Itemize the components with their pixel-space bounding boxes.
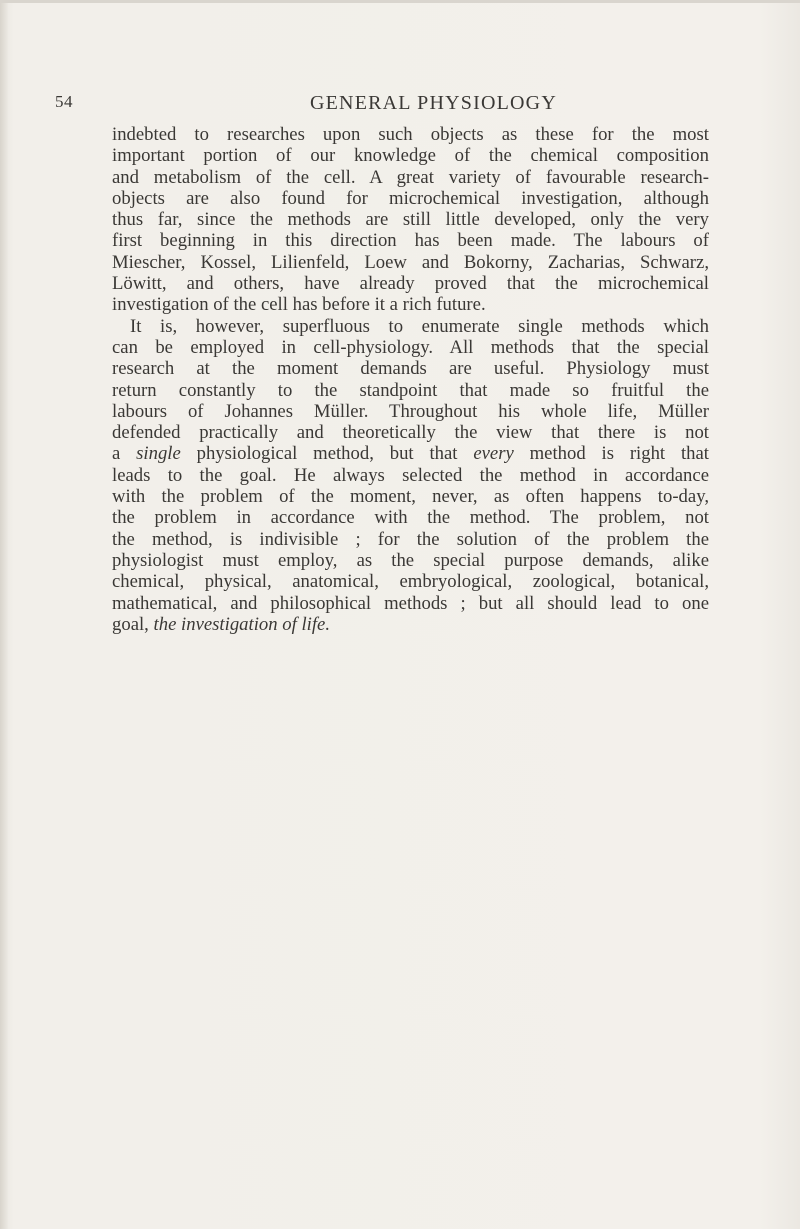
text-line: a single physiological method, but that every method is right that xyxy=(112,443,709,465)
page-number: 54 xyxy=(55,92,73,111)
text-line: can be employed in cell-physiology. All methods that the special xyxy=(112,336,709,358)
text-line: It is, however, superfluous to enumerate single methods which xyxy=(130,315,709,337)
text-line: the method, is indivisible ; for the solution of the problem the xyxy=(112,528,709,550)
text-line: leads to the goal. He always selected the method in accordance xyxy=(112,464,709,486)
text-line: with the problem of the moment, never, as often happens to-day, xyxy=(112,486,709,508)
page-binding-edge xyxy=(0,0,8,1229)
text-line: Löwitt, and others, have already proved that the microchemical xyxy=(112,273,709,295)
text-line: the problem in accordance with the method. The problem, not xyxy=(112,507,709,529)
text-line: mathematical, and philosophical methods ; but all should lead to one xyxy=(112,592,709,614)
text-line: and metabolism of the cell. A great variety of favourable research- xyxy=(112,166,709,188)
italic-emphasis: single xyxy=(136,443,181,465)
body-text xyxy=(112,124,709,635)
text-line: thus far, since the methods are still little developed, only the very xyxy=(112,209,709,231)
text-line: chemical, physical, anatomical, embryological, zoological, botanical, xyxy=(112,571,709,593)
italic-emphasis: every xyxy=(473,443,514,465)
text-line: defended practically and theoretically the view that there is not xyxy=(112,422,709,444)
text-line: investigation of the cell has before it a rich future. xyxy=(112,294,486,316)
text-line: labours of Johannes Müller. Throughout his whole life, Müller xyxy=(112,400,709,422)
text-line: return constantly to the standpoint that made so fruitful the xyxy=(112,379,709,401)
text-line: objects are also found for microchemical investigation, although xyxy=(112,187,709,209)
text-line: research at the moment demands are useful. Physiology must xyxy=(112,358,709,380)
text-line: Miescher, Kossel, Lilienfeld, Loew and Bokorny, Zacharias, Schwarz, xyxy=(112,251,709,273)
text-line: goal, the investigation of life. xyxy=(112,613,330,635)
italic-emphasis: the investigation of life. xyxy=(153,613,330,635)
text-line: first beginning in this direction has been made. The labours of xyxy=(112,230,709,252)
text-line: physiologist must employ, as the special purpose demands, alike xyxy=(112,549,709,571)
running-head xyxy=(0,92,800,116)
running-title: GENERAL PHYSIOLOGY xyxy=(310,92,557,114)
text-line: indebted to researches upon such objects as these for the most xyxy=(112,124,709,145)
text-line: important portion of our knowledge of the chemical composition xyxy=(112,145,709,167)
page-top-edge xyxy=(0,0,800,3)
